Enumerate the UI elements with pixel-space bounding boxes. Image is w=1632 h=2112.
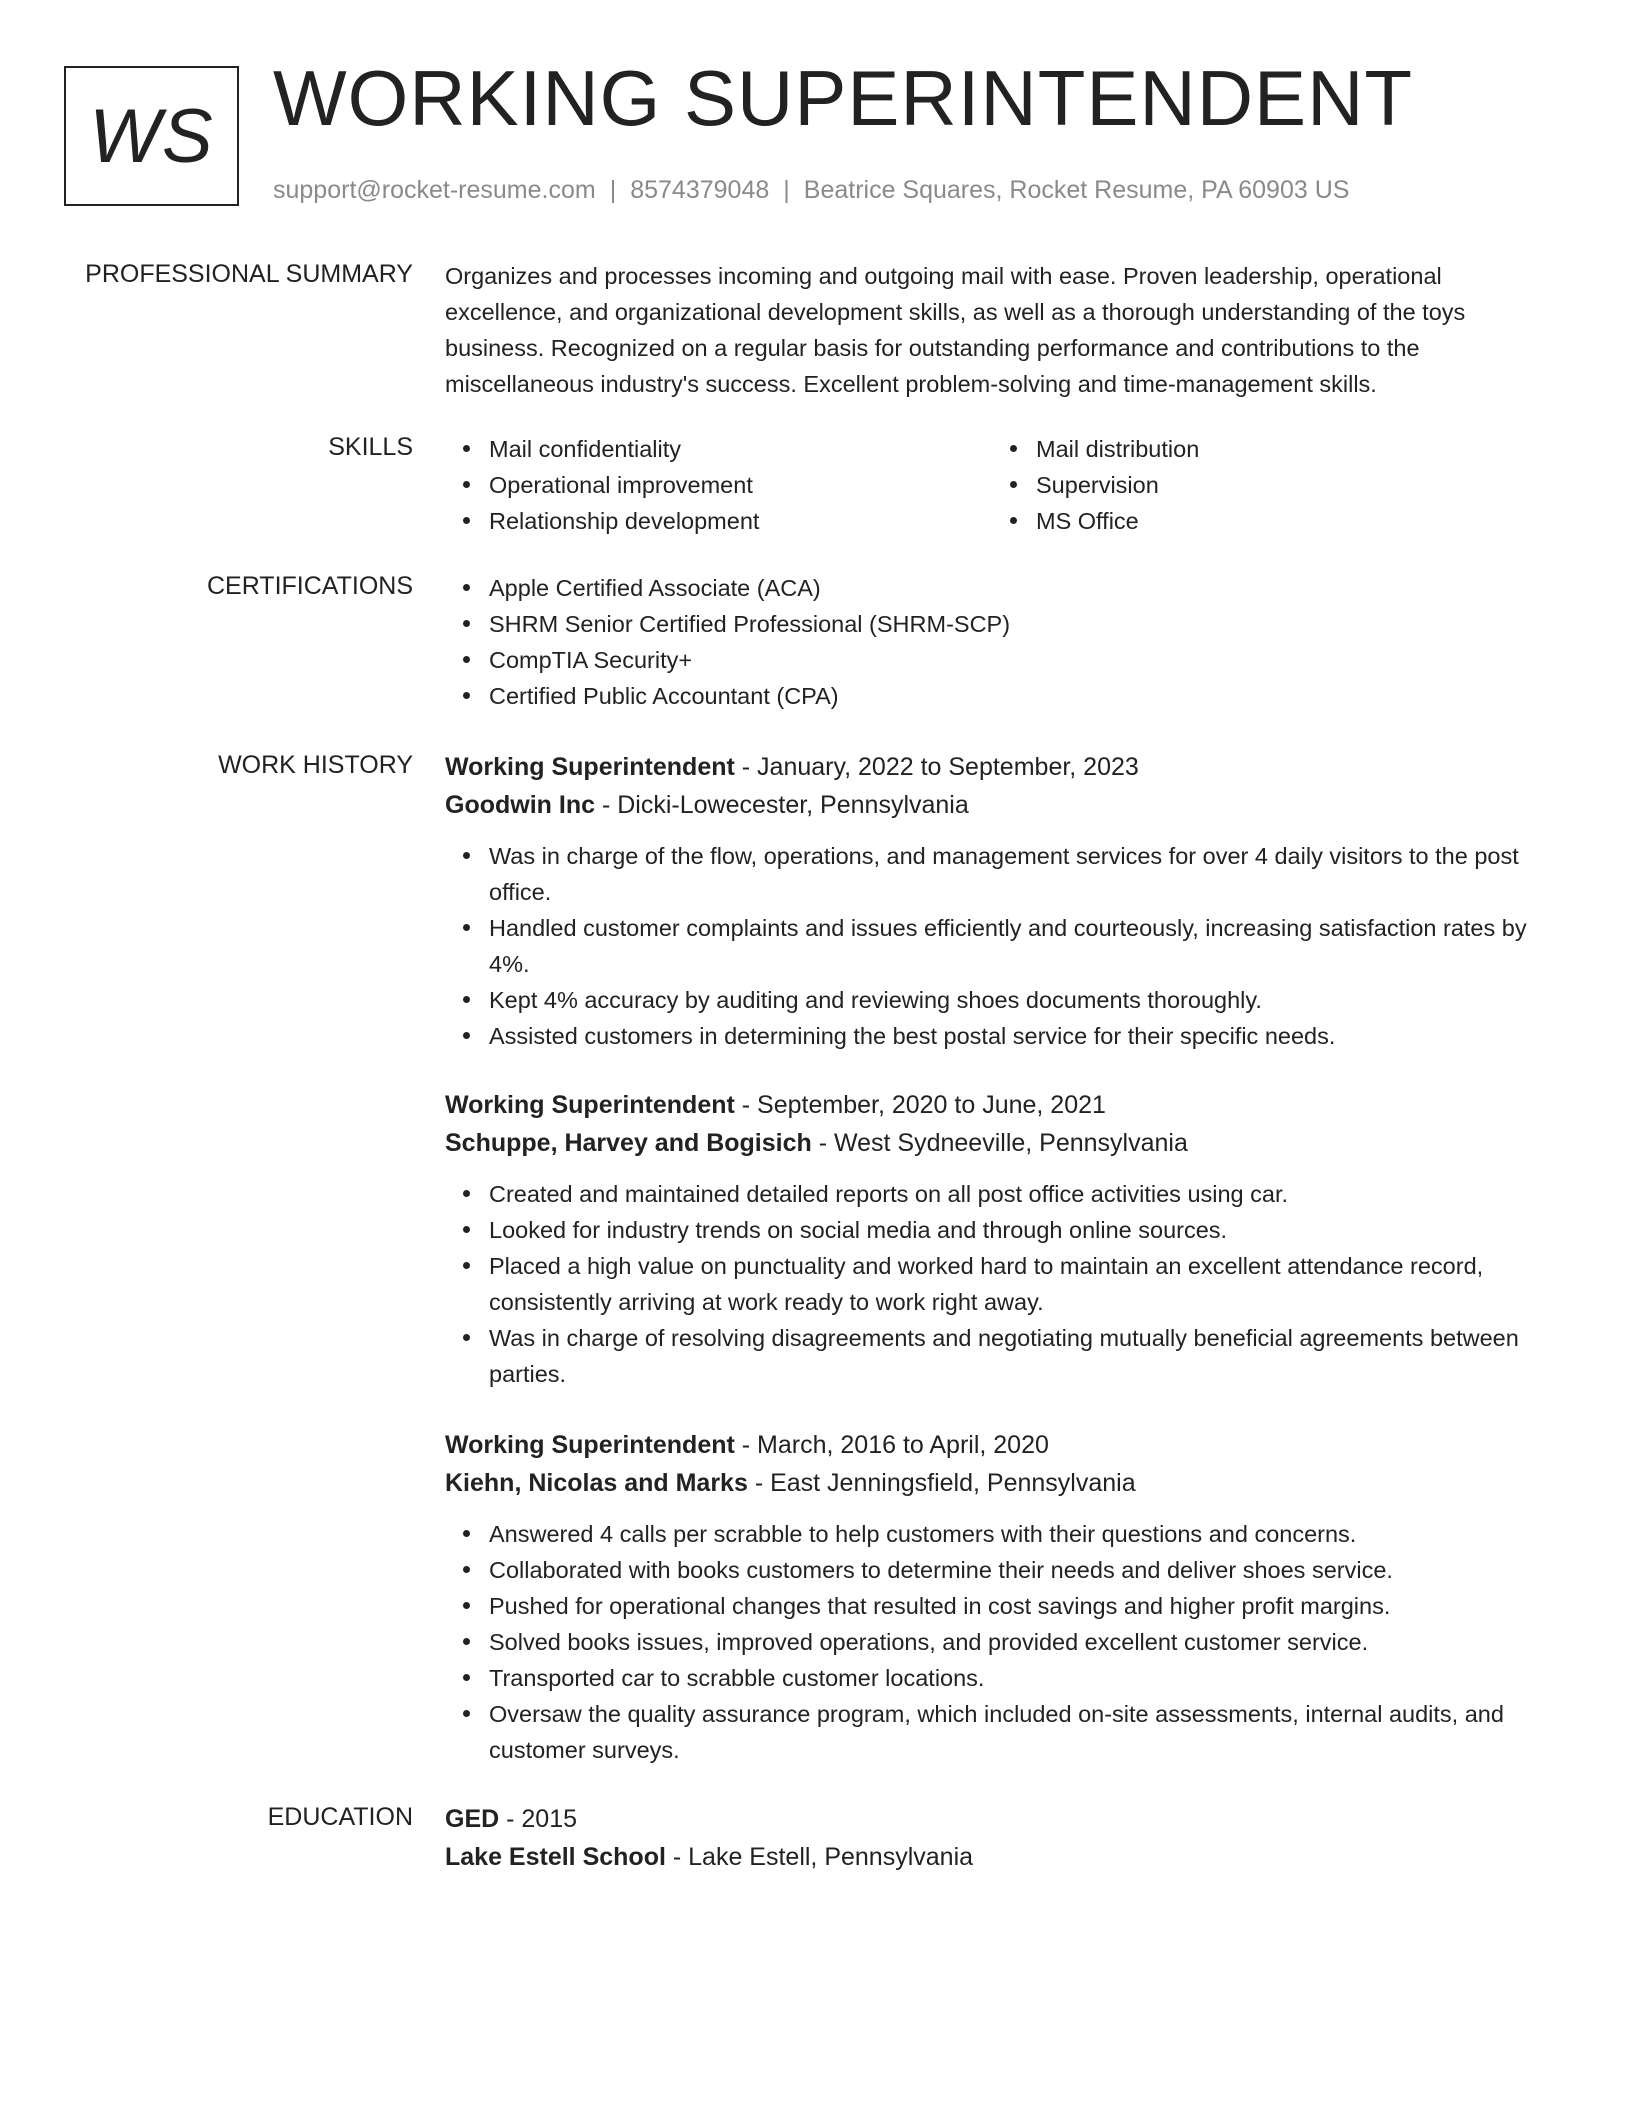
job-dates: - March, 2016 to April, 2020 (734, 1431, 1049, 1459)
job (445, 1086, 1560, 1392)
job-bullet: Handled customer complaints and issues efficiently and courteously, increasing satisfaction rates by 4%. (489, 910, 1560, 982)
job-location: - East Jenningsfield, Pennsylvania (747, 1469, 1136, 1497)
skills-grid (445, 431, 1560, 539)
job-bullet: Assisted customers in determining the best postal service for their specific needs. (489, 1018, 1560, 1054)
section-label-summary: PROFESSIONAL SUMMARY (85, 260, 413, 288)
contact-email[interactable]: support@rocket-resume.com (273, 176, 596, 204)
job-company: Kiehn, Nicolas and Marks (445, 1469, 748, 1497)
contact-separator: | (783, 176, 790, 204)
job-bullet: Collaborated with books customers to determine their needs and deliver shoes service. (489, 1552, 1560, 1588)
monogram: WS (64, 66, 239, 206)
education-location: - Lake Estell, Pennsylvania (665, 1843, 974, 1871)
education-body (445, 1800, 1560, 1876)
certification-item: Apple Certified Associate (ACA) (489, 570, 1560, 606)
education-degree: GED (445, 1805, 500, 1833)
job-bullet: Placed a high value on punctuality and worked hard to maintain an excellent attendance record, consistently arriving at work ready to work right away. (489, 1248, 1560, 1320)
job-title-line (445, 1086, 1560, 1124)
job-title: Working Superintendent (445, 1431, 735, 1459)
skills-column-left (445, 431, 992, 539)
skill-item: MS Office (1036, 503, 1539, 539)
contact-line (273, 174, 1349, 207)
job-bullet: Looked for industry trends on social media and through online sources. (489, 1212, 1560, 1248)
certification-item: Certified Public Accountant (CPA) (489, 678, 1560, 714)
section-label-skills: SKILLS (328, 433, 413, 461)
job-title-line (445, 1426, 1560, 1464)
job-dates: - January, 2022 to September, 2023 (734, 753, 1139, 781)
page-title: WORKING SUPERINTENDENT (273, 54, 1414, 142)
job-company-line (445, 1124, 1560, 1162)
certification-item: CompTIA Security+ (489, 642, 1560, 678)
summary-text: Organizes and processes incoming and outgoing mail with ease. Proven leadership, operational excellence, and organizational development skills, as well as a thorough understanding of the toys business. Recognized on a regular basis for outstanding performance and contributions to the miscellaneous industry's success. Excellent problem-solving and time-management skills. (445, 263, 1466, 397)
job-bullet: Kept 4% accuracy by auditing and reviewing shoes documents thoroughly. (489, 982, 1560, 1018)
contact-separator: | (609, 176, 617, 204)
section-label-certifications: CERTIFICATIONS (206, 572, 413, 600)
contact-phone[interactable]: 8574379048 (630, 176, 770, 204)
job-dates: - September, 2020 to June, 2021 (734, 1091, 1106, 1119)
job-bullet: Answered 4 calls per scrabble to help customers with their questions and concerns. (489, 1516, 1560, 1552)
job (445, 748, 1560, 1054)
contact-address: Beatrice Squares, Rocket Resume, PA 60903 US (803, 176, 1350, 204)
skill-item: Supervision (1036, 467, 1539, 503)
job-bullet: Solved books issues, improved operations, and provided excellent customer service. (489, 1624, 1560, 1660)
skills-column-right (992, 431, 1539, 539)
skills-body (445, 431, 1560, 539)
certification-item: SHRM Senior Certified Professional (SHRM-SCP) (489, 606, 1560, 642)
job-location: - West Sydneeville, Pennsylvania (811, 1129, 1188, 1157)
summary-body (445, 258, 1560, 402)
job-title: Working Superintendent (445, 753, 735, 781)
education-school-line (445, 1838, 1560, 1876)
job-bullet: Was in charge of the flow, operations, and management services for over 4 daily visitors to the post office. (489, 838, 1560, 910)
job-company: Schuppe, Harvey and Bogisich (445, 1129, 812, 1157)
skill-item: Operational improvement (489, 467, 992, 503)
job-company: Goodwin Inc (445, 791, 595, 819)
education-school: Lake Estell School (445, 1843, 666, 1871)
job-company-line (445, 1464, 1560, 1502)
section-label-work-history: WORK HISTORY (218, 751, 413, 779)
job-company-line (445, 786, 1560, 824)
job-bullet: Transported car to scrabble customer locations. (489, 1660, 1560, 1696)
education-degree-line (445, 1800, 1560, 1838)
skill-item: Relationship development (489, 503, 992, 539)
job-bullet: Created and maintained detailed reports on all post office activities using car. (489, 1176, 1560, 1212)
job (445, 1426, 1560, 1768)
job-title: Working Superintendent (445, 1091, 735, 1119)
skill-item: Mail distribution (1036, 431, 1539, 467)
skill-item: Mail confidentiality (489, 431, 992, 467)
section-label-education: EDUCATION (267, 1803, 413, 1831)
job-bullet: Was in charge of resolving disagreements and negotiating mutually beneficial agreements between parties. (489, 1320, 1560, 1392)
job-location: - Dicki-Lowecester, Pennsylvania (595, 791, 969, 819)
job-title-line (445, 748, 1560, 786)
certifications-body (445, 570, 1560, 714)
job-bullet: Oversaw the quality assurance program, which included on-site assessments, internal audits, and customer surveys. (489, 1696, 1560, 1768)
job-bullet: Pushed for operational changes that resulted in cost savings and higher profit margins. (489, 1588, 1560, 1624)
education-year: - 2015 (499, 1805, 578, 1833)
